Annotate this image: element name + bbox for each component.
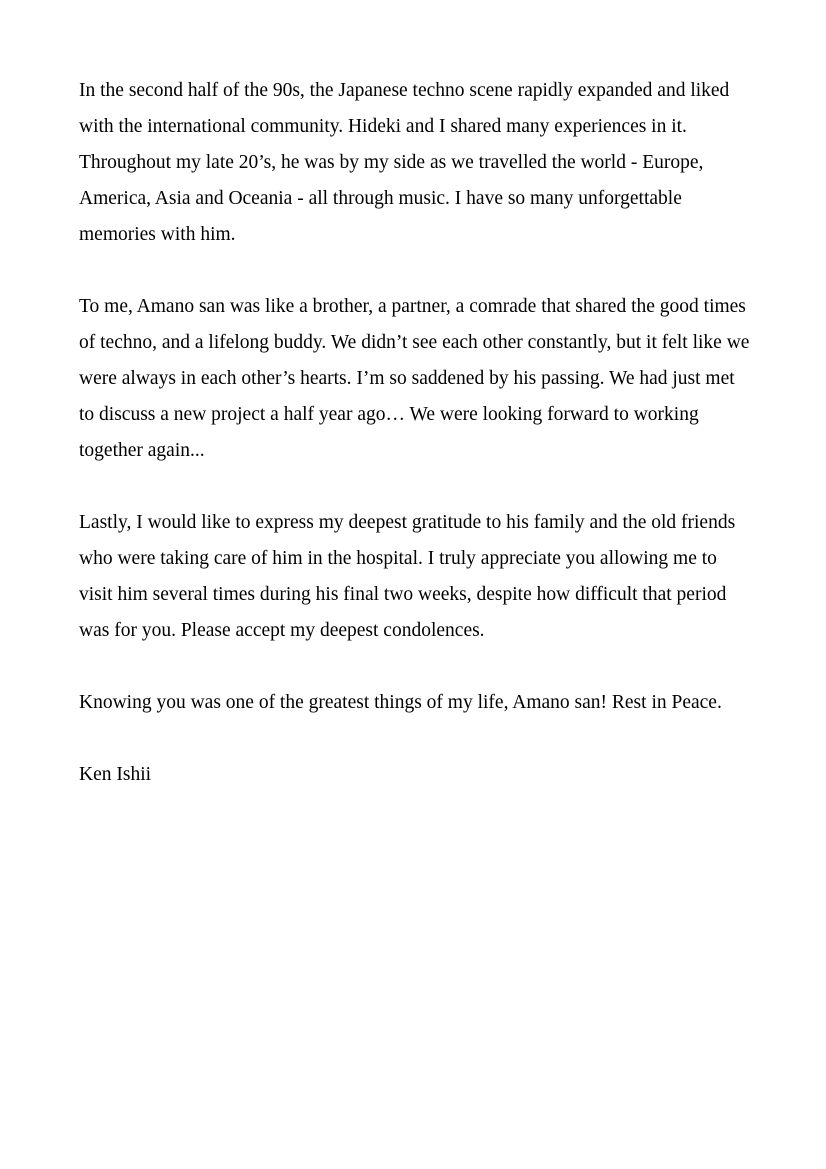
- paragraph-3: Lastly, I would like to express my deepest gratitude to his family and the old friends who were taking care of him in the hospital. I truly appreciate you allowing me to visit him several times during his final two weeks, despite how difficult that period was for you. Please accept my deepest condolences.: [79, 512, 736, 641]
- paragraph-2: To me, Amano san was like a brother, a partner, a comrade that shared the good times of techno, and a lifelong buddy. We didn’t see each other constantly, but it felt like we were always in each other’s hearts. I’m so saddened by his passing. We had just met to discuss a new project a half year ago… We were looking forward to working together again...: [79, 296, 750, 461]
- signature: Ken Ishii: [79, 764, 152, 785]
- paragraph-4: Knowing you was one of the greatest things of my life, Amano san! Rest in Peace.: [79, 692, 722, 713]
- paragraph-1: In the second half of the 90s, the Japanese techno scene rapidly expanded and liked with the international community. Hideki and I shared many experiences in it. Throughout my late 20’s, he was by my side as we travelled the world - Europe, America, Asia and Oceania - all through music. I have so many unforgettable memories with him.: [79, 80, 730, 245]
- document-page: [79, 73, 751, 793]
